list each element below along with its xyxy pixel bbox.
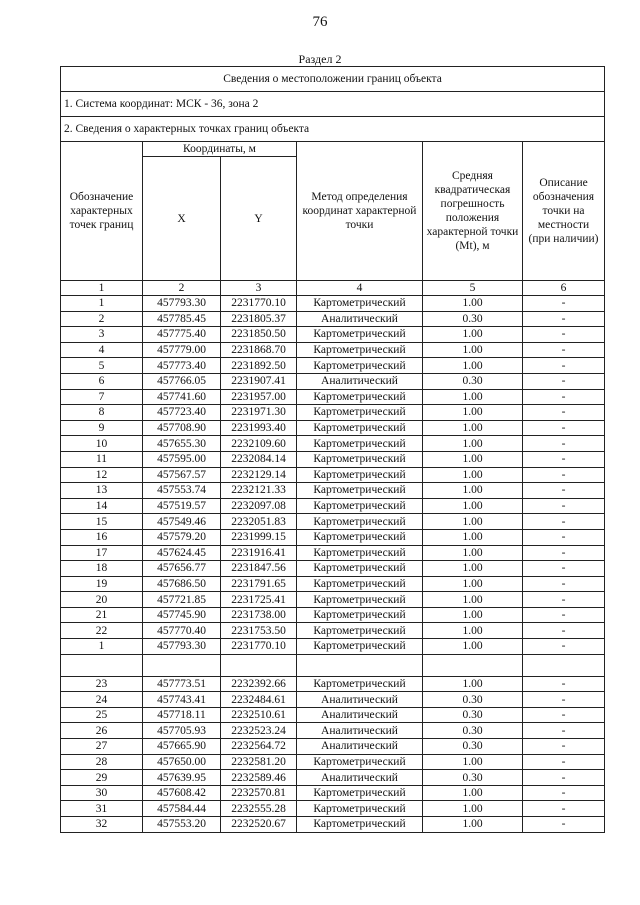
method-cell: Картометрический — [297, 327, 423, 343]
error-cell: 1.00 — [423, 592, 523, 608]
error-cell: 1.00 — [423, 498, 523, 514]
point-number-cell: 20 — [61, 592, 143, 608]
method-cell: Картометрический — [297, 785, 423, 801]
coord-x-cell: 457775.40 — [143, 327, 221, 343]
table-row — [61, 739, 605, 755]
point-number-cell: 1 — [61, 296, 143, 312]
coordinate-system: 1. Система координат: МСК - 36, зона 2 — [61, 92, 605, 117]
error-cell: 0.30 — [423, 739, 523, 755]
coord-x-cell: 457785.45 — [143, 311, 221, 327]
error-cell: 1.00 — [423, 467, 523, 483]
coord-x-cell: 457553.20 — [143, 817, 221, 833]
method-cell: Картометрический — [297, 607, 423, 623]
point-number-cell: 9 — [61, 420, 143, 436]
coord-y-cell: 2231847.56 — [221, 561, 297, 577]
table-row — [61, 327, 605, 343]
table-row — [61, 498, 605, 514]
table-row — [61, 817, 605, 833]
column-number: 3 — [221, 281, 297, 296]
table-row — [61, 373, 605, 389]
description-cell: - — [523, 451, 605, 467]
coord-y-cell: 2231993.40 — [221, 420, 297, 436]
point-number-cell: 6 — [61, 373, 143, 389]
empty-cell — [423, 654, 523, 676]
table-row — [61, 529, 605, 545]
coord-y-cell: 2232555.28 — [221, 801, 297, 817]
table-row — [61, 676, 605, 692]
method-cell: Картометрический — [297, 623, 423, 639]
coord-y-cell: 2232581.20 — [221, 754, 297, 770]
table-row — [61, 405, 605, 421]
method-cell: Картометрический — [297, 639, 423, 655]
point-number-cell: 26 — [61, 723, 143, 739]
description-cell: - — [523, 342, 605, 358]
header-designation: Обозначение характерных точек границ — [61, 142, 143, 281]
method-cell: Картометрический — [297, 754, 423, 770]
table-row — [61, 296, 605, 312]
table-row — [61, 639, 605, 655]
table-row — [61, 311, 605, 327]
coord-x-cell: 457584.44 — [143, 801, 221, 817]
coord-y-cell: 2231738.00 — [221, 607, 297, 623]
description-cell: - — [523, 639, 605, 655]
description-cell: - — [523, 373, 605, 389]
method-cell: Картометрический — [297, 405, 423, 421]
coord-x-cell: 457718.11 — [143, 707, 221, 723]
coord-y-cell: 2232121.33 — [221, 483, 297, 499]
method-cell: Картометрический — [297, 342, 423, 358]
coord-x-cell: 457741.60 — [143, 389, 221, 405]
point-number-cell: 4 — [61, 342, 143, 358]
method-cell: Картометрический — [297, 817, 423, 833]
method-cell: Картометрический — [297, 420, 423, 436]
description-cell: - — [523, 296, 605, 312]
description-cell: - — [523, 420, 605, 436]
coord-y-cell: 2232051.83 — [221, 514, 297, 530]
table-title: Сведения о местоположении границ объекта — [61, 67, 605, 92]
coord-y-cell: 2231907.41 — [221, 373, 297, 389]
description-cell: - — [523, 498, 605, 514]
point-number-cell: 24 — [61, 692, 143, 708]
empty-cell — [143, 654, 221, 676]
error-cell: 0.30 — [423, 373, 523, 389]
column-number: 5 — [423, 281, 523, 296]
point-number-cell: 7 — [61, 389, 143, 405]
table-row — [61, 576, 605, 592]
page-number: 76 — [312, 14, 328, 30]
coord-y-cell: 2232589.46 — [221, 770, 297, 786]
coord-y-cell: 2231850.50 — [221, 327, 297, 343]
header-error: Средняя квадратическая погрешность положения характерной точки (Mt), м — [423, 142, 523, 281]
description-cell: - — [523, 389, 605, 405]
point-number-cell: 17 — [61, 545, 143, 561]
header-coordinates: Координаты, м — [143, 142, 297, 157]
description-cell: - — [523, 817, 605, 833]
coord-x-cell: 457553.74 — [143, 483, 221, 499]
error-cell: 1.00 — [423, 405, 523, 421]
coord-x-cell: 457743.41 — [143, 692, 221, 708]
method-cell: Аналитический — [297, 373, 423, 389]
header-y: Y — [221, 157, 297, 281]
coord-y-cell: 2232570.81 — [221, 785, 297, 801]
error-cell: 1.00 — [423, 607, 523, 623]
description-cell: - — [523, 514, 605, 530]
coord-x-cell: 457639.95 — [143, 770, 221, 786]
point-number-cell: 27 — [61, 739, 143, 755]
coord-y-cell: 2232084.14 — [221, 451, 297, 467]
table-row — [61, 483, 605, 499]
separator-row — [61, 654, 605, 676]
point-number-cell: 10 — [61, 436, 143, 452]
method-cell: Аналитический — [297, 723, 423, 739]
table-row — [61, 561, 605, 577]
error-cell: 1.00 — [423, 451, 523, 467]
method-cell: Картометрический — [297, 483, 423, 499]
method-cell: Картометрический — [297, 576, 423, 592]
coord-y-cell: 2231892.50 — [221, 358, 297, 374]
coord-x-cell: 457519.57 — [143, 498, 221, 514]
empty-cell — [297, 654, 423, 676]
method-cell: Картометрический — [297, 561, 423, 577]
table-row — [61, 514, 605, 530]
coord-y-cell: 2232523.24 — [221, 723, 297, 739]
method-cell: Картометрический — [297, 389, 423, 405]
error-cell: 1.00 — [423, 327, 523, 343]
coord-x-cell: 457793.30 — [143, 296, 221, 312]
table-row — [61, 692, 605, 708]
empty-cell — [221, 654, 297, 676]
header-description: Описание обозначения точки на местности (при наличии) — [523, 142, 605, 281]
table-row — [61, 801, 605, 817]
table-row — [61, 358, 605, 374]
table-row — [61, 754, 605, 770]
error-cell: 1.00 — [423, 754, 523, 770]
column-number: 2 — [143, 281, 221, 296]
coord-x-cell: 457779.00 — [143, 342, 221, 358]
description-cell: - — [523, 592, 605, 608]
coord-y-cell: 2231753.50 — [221, 623, 297, 639]
description-cell: - — [523, 754, 605, 770]
coord-x-cell: 457650.00 — [143, 754, 221, 770]
description-cell: - — [523, 770, 605, 786]
method-cell: Картометрический — [297, 529, 423, 545]
description-cell: - — [523, 707, 605, 723]
error-cell: 1.00 — [423, 420, 523, 436]
point-number-cell: 21 — [61, 607, 143, 623]
coord-y-cell: 2231971.30 — [221, 405, 297, 421]
coord-y-cell: 2231868.70 — [221, 342, 297, 358]
coord-x-cell: 457721.85 — [143, 592, 221, 608]
method-cell: Аналитический — [297, 707, 423, 723]
table-row — [61, 785, 605, 801]
coord-y-cell: 2232564.72 — [221, 739, 297, 755]
coord-x-cell: 457686.50 — [143, 576, 221, 592]
description-cell: - — [523, 739, 605, 755]
coord-x-cell: 457549.46 — [143, 514, 221, 530]
error-cell: 0.30 — [423, 707, 523, 723]
point-number-cell: 15 — [61, 514, 143, 530]
column-numbers-row — [61, 281, 605, 296]
point-number-cell: 5 — [61, 358, 143, 374]
point-number-cell: 2 — [61, 311, 143, 327]
error-cell: 1.00 — [423, 529, 523, 545]
coord-x-cell: 457766.05 — [143, 373, 221, 389]
error-cell: 1.00 — [423, 576, 523, 592]
description-cell: - — [523, 561, 605, 577]
method-cell: Картометрический — [297, 467, 423, 483]
error-cell: 0.30 — [423, 692, 523, 708]
empty-cell — [61, 654, 143, 676]
description-cell: - — [523, 692, 605, 708]
header-x: X — [143, 157, 221, 281]
point-number-cell: 25 — [61, 707, 143, 723]
points-heading: 2. Сведения о характерных точках границ объекта — [61, 117, 605, 142]
column-number: 4 — [297, 281, 423, 296]
coord-x-cell: 457567.57 — [143, 467, 221, 483]
error-cell: 0.30 — [423, 770, 523, 786]
method-cell: Картометрический — [297, 592, 423, 608]
table-row — [61, 420, 605, 436]
coord-y-cell: 2231725.41 — [221, 592, 297, 608]
description-cell: - — [523, 545, 605, 561]
point-number-cell: 3 — [61, 327, 143, 343]
error-cell: 1.00 — [423, 561, 523, 577]
description-cell: - — [523, 676, 605, 692]
coord-x-cell: 457624.45 — [143, 545, 221, 561]
coord-x-cell: 457745.90 — [143, 607, 221, 623]
method-cell: Картометрический — [297, 498, 423, 514]
point-number-cell: 28 — [61, 754, 143, 770]
error-cell: 1.00 — [423, 514, 523, 530]
coord-y-cell: 2232392.66 — [221, 676, 297, 692]
error-cell: 0.30 — [423, 311, 523, 327]
description-cell: - — [523, 529, 605, 545]
point-number-cell: 19 — [61, 576, 143, 592]
method-cell: Картометрический — [297, 514, 423, 530]
table-row — [61, 707, 605, 723]
method-cell: Картометрический — [297, 801, 423, 817]
coord-y-cell: 2232510.61 — [221, 707, 297, 723]
coord-x-cell: 457579.20 — [143, 529, 221, 545]
coord-y-cell: 2232484.61 — [221, 692, 297, 708]
header-method: Метод определения координат характерной точки — [297, 142, 423, 281]
coord-y-cell: 2232520.67 — [221, 817, 297, 833]
description-cell: - — [523, 723, 605, 739]
table-row — [61, 467, 605, 483]
coord-x-cell: 457655.30 — [143, 436, 221, 452]
error-cell: 1.00 — [423, 342, 523, 358]
description-cell: - — [523, 483, 605, 499]
table-row — [61, 592, 605, 608]
point-number-cell: 22 — [61, 623, 143, 639]
coord-x-cell: 457705.93 — [143, 723, 221, 739]
coord-x-cell: 457608.42 — [143, 785, 221, 801]
point-number-cell: 14 — [61, 498, 143, 514]
column-number: 1 — [61, 281, 143, 296]
coord-y-cell: 2231957.00 — [221, 389, 297, 405]
point-number-cell: 31 — [61, 801, 143, 817]
column-number: 6 — [523, 281, 605, 296]
error-cell: 1.00 — [423, 801, 523, 817]
coord-y-cell: 2231770.10 — [221, 639, 297, 655]
method-cell: Картометрический — [297, 676, 423, 692]
coord-y-cell: 2231770.10 — [221, 296, 297, 312]
point-number-cell: 12 — [61, 467, 143, 483]
coord-x-cell: 457665.90 — [143, 739, 221, 755]
coord-x-cell: 457656.77 — [143, 561, 221, 577]
error-cell: 1.00 — [423, 817, 523, 833]
description-cell: - — [523, 327, 605, 343]
point-number-cell: 30 — [61, 785, 143, 801]
coord-x-cell: 457770.40 — [143, 623, 221, 639]
point-number-cell: 32 — [61, 817, 143, 833]
point-number-cell: 29 — [61, 770, 143, 786]
table-row — [61, 389, 605, 405]
method-cell: Аналитический — [297, 770, 423, 786]
table-row — [61, 607, 605, 623]
coord-y-cell: 2231805.37 — [221, 311, 297, 327]
point-number-cell: 1 — [61, 639, 143, 655]
empty-cell — [523, 654, 605, 676]
error-cell: 1.00 — [423, 785, 523, 801]
description-cell: - — [523, 311, 605, 327]
coord-x-cell: 457773.51 — [143, 676, 221, 692]
point-number-cell: 11 — [61, 451, 143, 467]
coord-x-cell: 457723.40 — [143, 405, 221, 421]
point-number-cell: 16 — [61, 529, 143, 545]
coord-y-cell: 2231999.15 — [221, 529, 297, 545]
table-row — [61, 451, 605, 467]
method-cell: Аналитический — [297, 739, 423, 755]
error-cell: 1.00 — [423, 545, 523, 561]
description-cell: - — [523, 576, 605, 592]
description-cell: - — [523, 467, 605, 483]
coord-x-cell: 457708.90 — [143, 420, 221, 436]
coord-y-cell: 2232109.60 — [221, 436, 297, 452]
method-cell: Картометрический — [297, 358, 423, 374]
table-row — [61, 623, 605, 639]
error-cell: 1.00 — [423, 358, 523, 374]
method-cell: Картометрический — [297, 296, 423, 312]
description-cell: - — [523, 436, 605, 452]
method-cell: Аналитический — [297, 692, 423, 708]
point-number-cell: 13 — [61, 483, 143, 499]
point-number-cell: 23 — [61, 676, 143, 692]
error-cell: 1.00 — [423, 483, 523, 499]
coord-y-cell: 2231916.41 — [221, 545, 297, 561]
method-cell: Картометрический — [297, 451, 423, 467]
boundary-points-table — [60, 66, 605, 833]
coord-y-cell: 2232097.08 — [221, 498, 297, 514]
error-cell: 1.00 — [423, 623, 523, 639]
description-cell: - — [523, 607, 605, 623]
description-cell: - — [523, 405, 605, 421]
error-cell: 1.00 — [423, 436, 523, 452]
coord-y-cell: 2232129.14 — [221, 467, 297, 483]
point-number-cell: 18 — [61, 561, 143, 577]
table-row — [61, 770, 605, 786]
table-row — [61, 545, 605, 561]
error-cell: 1.00 — [423, 389, 523, 405]
method-cell: Аналитический — [297, 311, 423, 327]
error-cell: 1.00 — [423, 639, 523, 655]
point-number-cell: 8 — [61, 405, 143, 421]
table-row — [61, 723, 605, 739]
error-cell: 1.00 — [423, 296, 523, 312]
description-cell: - — [523, 801, 605, 817]
method-cell: Картометрический — [297, 545, 423, 561]
method-cell: Картометрический — [297, 436, 423, 452]
section-title: Раздел 2 — [298, 52, 342, 66]
description-cell: - — [523, 358, 605, 374]
coord-x-cell: 457595.00 — [143, 451, 221, 467]
coord-x-cell: 457793.30 — [143, 639, 221, 655]
error-cell: 0.30 — [423, 723, 523, 739]
table-row — [61, 342, 605, 358]
error-cell: 1.00 — [423, 676, 523, 692]
table-row — [61, 436, 605, 452]
coord-x-cell: 457773.40 — [143, 358, 221, 374]
description-cell: - — [523, 785, 605, 801]
coord-y-cell: 2231791.65 — [221, 576, 297, 592]
description-cell: - — [523, 623, 605, 639]
